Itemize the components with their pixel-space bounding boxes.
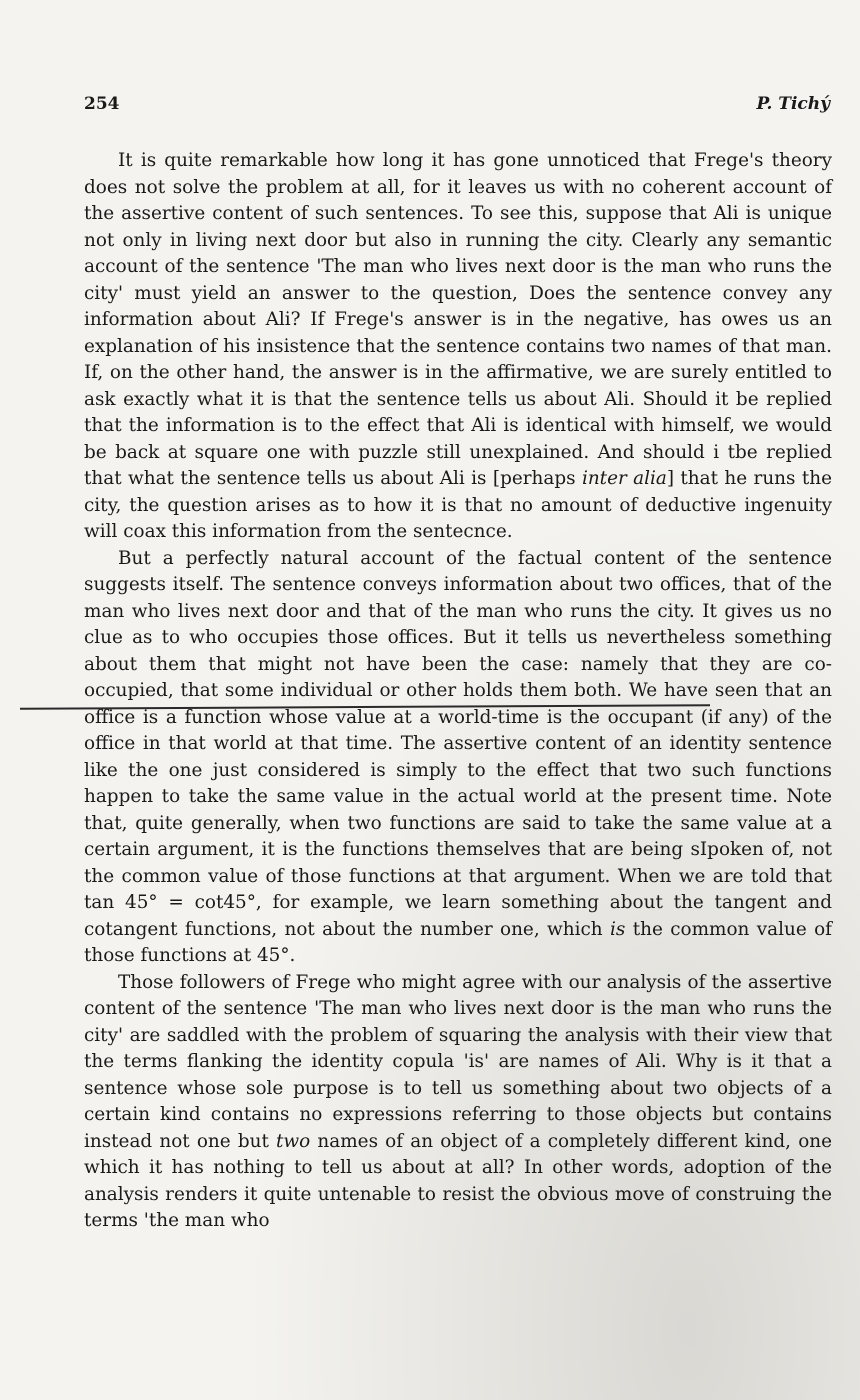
- text-run: ] that he runs the city, the question arises as to how it is that no amount of deductive ingenuity will coax this information from the sentecnce.: [84, 468, 832, 542]
- page-number: 254: [84, 94, 120, 114]
- italic-text: is: [610, 918, 626, 940]
- text-run: Those followers of Frege who might agree with our analysis of the assertive content of the sentence 'The man who lives next door is the man who runs the city' are saddled with the problem of squaring the analysis with their view that the terms flanking the identity copula 'is' are names of Ali. Why is it that a sentence whose sole purpose is to tell us something about two objects of a certain kind contains no expressions referring to those objects but contains instead not one but: [84, 971, 832, 1152]
- text-run: But a perfectly natural account of the factual content of the sentence suggests itself. The sentence conveys information about two offices, that of the man who lives next door and that of the man who runs the city. It gives us no clue as to who occupies those offices. But it tells us nevertheless something about them that might not have been the case: namely that they are co-occupied, that some individual or other holds them both. We have seen that an office is a function whose value at a world-time is the occupant (if any) of the office in that world at that time. The assertive content of an identity sentence like the one just considered is simply to the effect that two such functions happen to take the same value in the actual world at the present time. Note that, quite generally, when two functions are said to take the same value at a certain argument, it is the functions themselves that are being sIpoken of, not the common value of those functions at that argument. When we are told that tan 45° = cot45°, for example, we learn something about the tangent and cotangent functions, not about the number one, which: [84, 547, 832, 940]
- italic-text: inter alia: [581, 468, 667, 489]
- body-text: [84, 148, 832, 1235]
- running-head: P. Tichý: [756, 94, 830, 114]
- text-run: the common value of those functions at 45°.: [84, 918, 832, 966]
- paragraph-2: [84, 546, 832, 970]
- page-header: [84, 94, 830, 118]
- paragraph-1: [84, 148, 832, 546]
- paragraph-3: [84, 970, 832, 1235]
- text-run: It is quite remarkable how long it has gone unnoticed that Frege's theory does not solve the problem at all, for it leaves us with no coherent account of the assertive content of such sentences. To see this, suppose that Ali is unique not only in living next door but also in running the city. Clearly any semantic account of the sentence 'The man who lives next door is the man who runs the city' must yield an answer to the question, Does the sentence convey any information about Ali? If Frege's answer is in the negative, has owes us an explanation of his insistence that the sentence contains two names of that man. If, on the other hand, the answer is in the affirmative, we are surely entitled to ask exactly what it is that the sentence tells us about Ali. Should it be replied that the information is to the effect that Ali is identical with himself, we would be back at square one with puzzle still unexplained. And should i tbe replied that what the sentence tells us about Ali is [perhaps: [84, 150, 832, 489]
- text-run: names of an object of a completely different kind, one which it has nothing to tell us about at all? In other words, adoption of the analysis renders it quite untenable to resist the obvious move of construing the terms 'the man who: [84, 1130, 832, 1231]
- italic-text: two: [276, 1130, 311, 1152]
